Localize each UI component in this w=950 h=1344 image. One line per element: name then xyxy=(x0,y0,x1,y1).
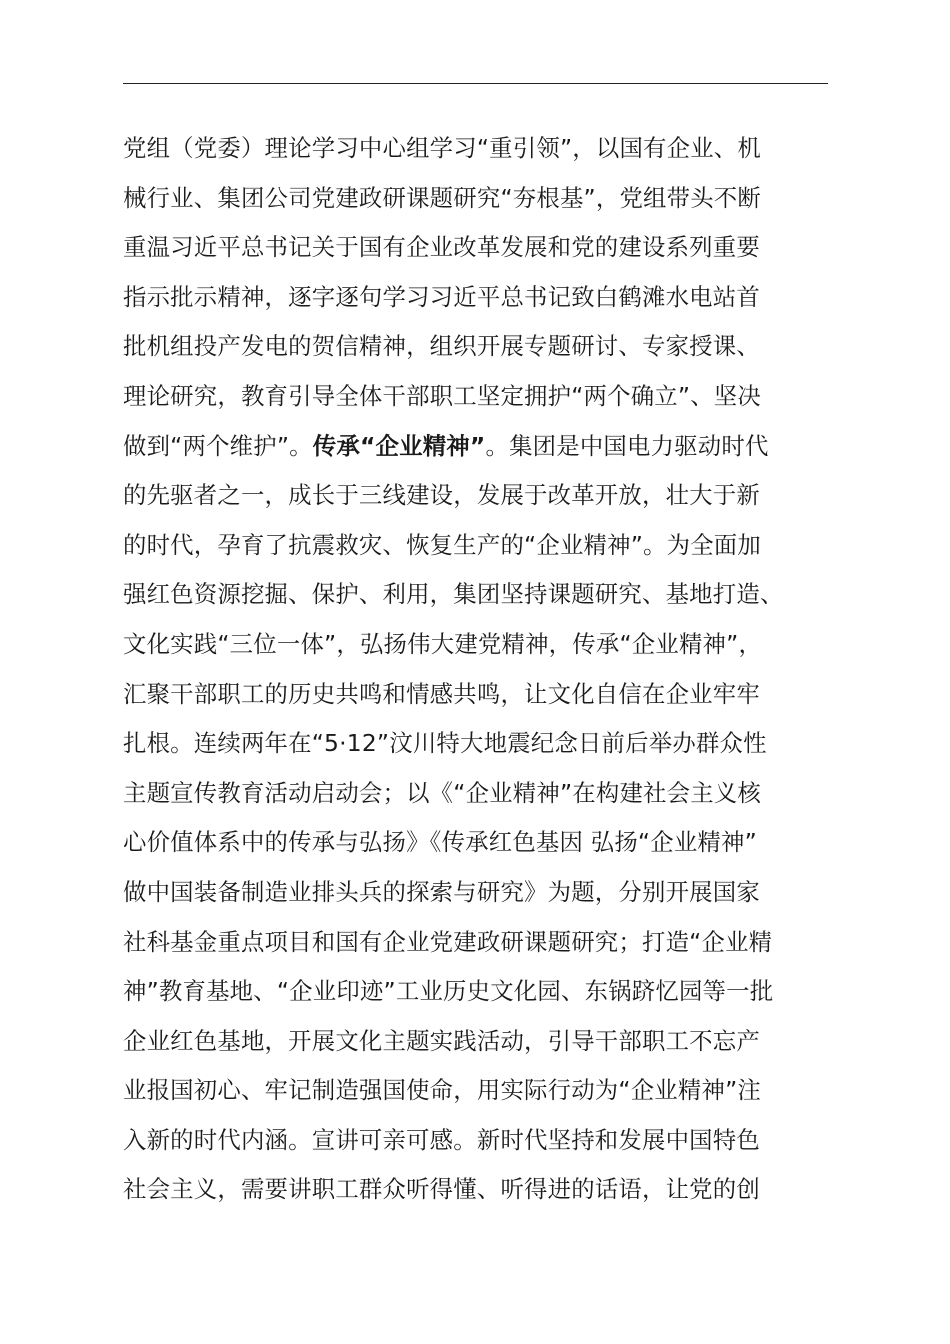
text-line: 党组（党委）理论学习中心组学习“重引领”，以国有企业、机 xyxy=(123,134,761,162)
text-line: 社科基金重点项目和国有企业党建政研课题研究；打造“企业精 xyxy=(123,927,773,956)
text-line: 强红色资源挖掘、保护、利用，集团坚持课题研究、基地打造、 xyxy=(123,580,784,609)
text-line: 神”教育基地、“企业印迹”工业历史文化园、东锅跻忆园等一批 xyxy=(123,977,774,1006)
text-line: 文化实践“三位一体”，弘扬伟大建党精神，传承“企业精神”， xyxy=(123,629,763,658)
text-segment: 做到“两个维护”。 xyxy=(123,431,313,460)
text-line: 指示批示精神，逐字逐句学习习近平总书记致白鹤滩水电站首 xyxy=(123,282,760,311)
text-segment: 。集团是中国电力驱动时代 xyxy=(485,431,769,460)
text-line: 主题宣传教育活动启动会；以《“企业精神”在构建社会主义核 xyxy=(123,778,761,807)
text-line: 的先驱者之一，成长于三线建设，发展于改革开放，壮大于新 xyxy=(123,481,760,510)
text-line: 心价值体系中的传承与弘扬》《传承红色基因 弘扬“企业精神” xyxy=(123,828,757,857)
text-line: 业报国初心、牢记制造强国使命，用实际行动为“企业精神”注 xyxy=(123,1076,761,1105)
text-line: 重温习近平总书记关于国有企业改革发展和党的建设系列重要 xyxy=(123,233,760,262)
text-line: 批机组投产发电的贺信精神，组织开展专题研讨、专家授课、 xyxy=(123,332,760,361)
text-line: 企业红色基地，开展文化主题实践活动，引导干部职工不忘产 xyxy=(123,1026,760,1055)
text-line: 扎根。连续两年在“5·12”汶川特大地震纪念日前后举办群众性 xyxy=(123,729,767,758)
text-line: 社会主义，需要讲职工群众听得懂、听得进的话语，让党的创 xyxy=(123,1175,760,1204)
text-line: 入新的时代内涵。宣讲可亲可感。新时代坚持和发展中国特色 xyxy=(123,1125,760,1154)
text-line: 械行业、集团公司党建政研课题研究“夯根基”，党组带头不断 xyxy=(123,183,761,212)
text-line: 做中国装备制造业排头兵的探索与研究》为题，分别开展国家 xyxy=(123,877,760,906)
inline-heading: 传承“企业精神” xyxy=(312,431,486,460)
text-line: 汇聚干部职工的历史共鸣和情感共鸣，让文化自信在企业牢牢 xyxy=(123,679,760,708)
text-line: 理论研究，教育引导全体干部职工坚定拥护“两个确立”、坚决 xyxy=(123,381,761,410)
text-line: 的时代，孕育了抗震救灾、恢复生产的“企业精神”。为全面加 xyxy=(123,530,761,559)
body-paragraph xyxy=(123,124,843,1215)
header-rule xyxy=(123,83,828,84)
text-line xyxy=(123,422,843,472)
